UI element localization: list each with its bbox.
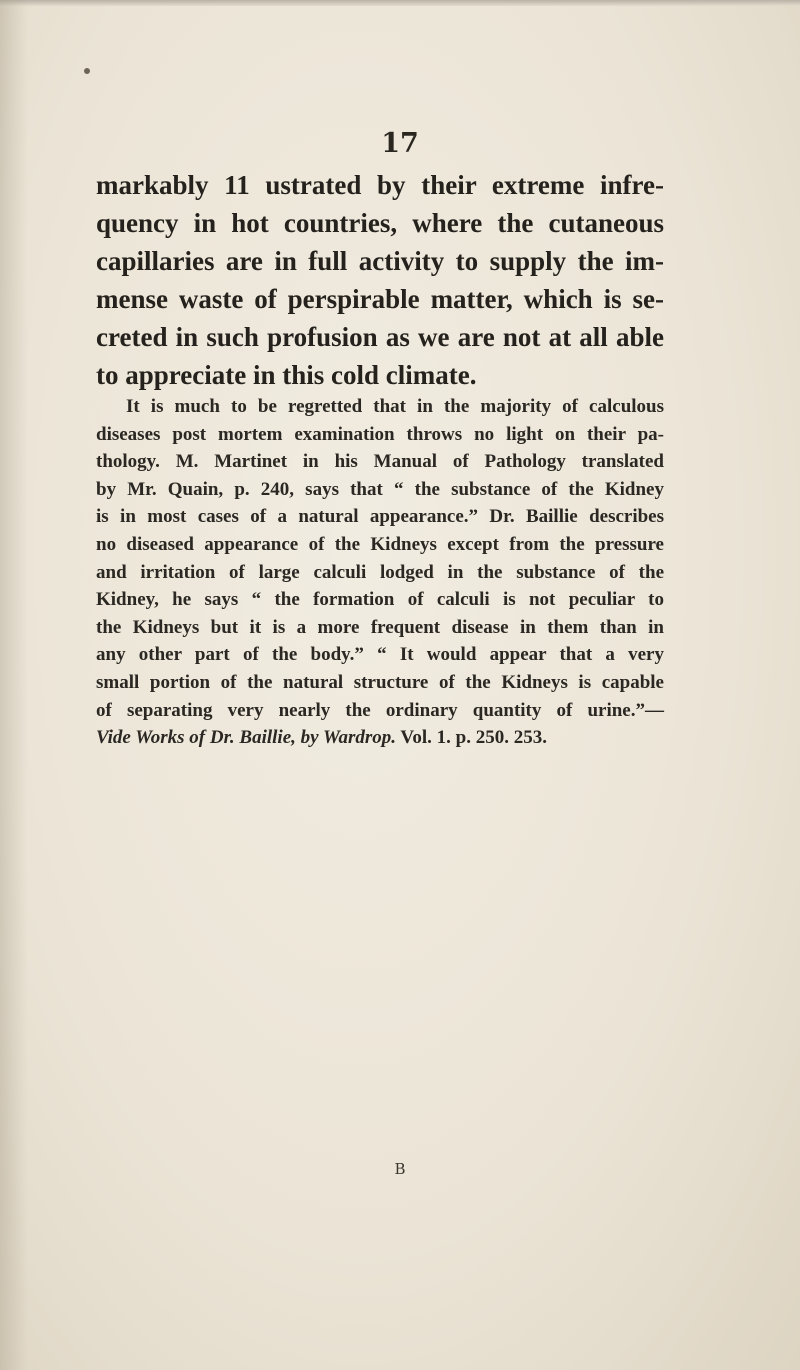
footnote-citation [96,724,664,752]
footnote-line: It is much to be regretted that in the majority of calculous [126,396,664,417]
body-paragraph [96,166,664,394]
footnote-line: no diseased appearance of the Kidneys except from the pressure [96,533,664,555]
signature-mark: B [394,1160,406,1178]
footnote-line: and irritation of large calculi lodged in the substance of the [96,561,664,583]
body-line: to appreciate in this cold climate. [96,360,477,390]
footnote [96,393,664,752]
page-number: 17 [381,128,419,159]
footnote-line: Kidney, he says “ the formation of calculi is not peculiar to [96,589,664,611]
footnote-line: of separating very nearly the ordinary quantity of urine.”— [96,699,664,721]
citation-reference: Vol. 1. p. 250. 253. [396,727,547,749]
footnote-line: the Kidneys but it is a more frequent disease in them than in [96,616,664,638]
body-line: quency in hot countries, where the cutaneous [96,208,664,238]
citation-title: Vide Works of Dr. Baillie, by Wardrop. [96,727,396,749]
show-through-text [80,740,700,1070]
footnote-line: small portion of the natural structure of the Kidneys is capable [96,671,664,693]
footnote-line: any other part of the body.” “ It would appear that a very [96,644,664,666]
body-line: markably 11 ustrated by their extreme infre- [96,170,664,200]
footnote-line: is in most cases of a natural appearance.” Dr. Baillie describes [96,506,664,528]
body-line: mense waste of perspirable matter, which is se- [96,284,664,314]
footnote-line: thology. M. Martinet in his Manual of Pathology translated [96,451,664,473]
page-top-edge [0,0,800,6]
body-line: capillaries are in full activity to supply the im- [96,246,664,276]
footnote-line: by Mr. Quain, p. 240, says that “ the substance of the Kidney [96,478,664,500]
body-line: creted in such profusion as we are not at all able [96,322,664,352]
footnote-line: diseases post mortem examination throws no light on their pa- [96,423,664,445]
ink-dot [84,68,90,74]
